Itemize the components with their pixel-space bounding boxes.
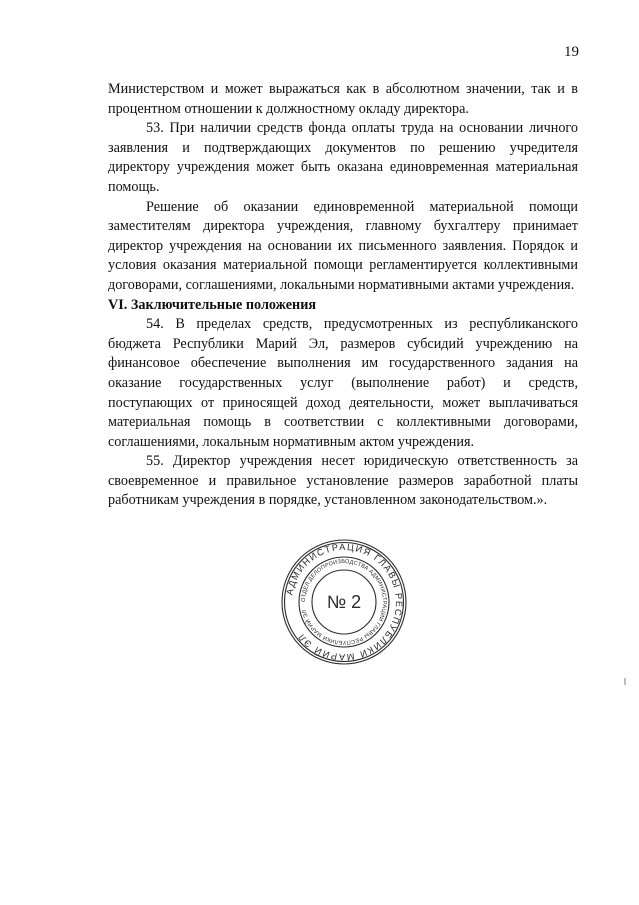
document-body (108, 80, 578, 511)
seal-inner-text: ОТДЕЛ ДЕЛОПРОИЗВОДСТВА АДМИНИСТРАЦИИ ГЛАВЫ РЕСПУБЛИКИ МАРИЙ ЭЛ (300, 558, 388, 646)
paragraph-53-decision: Решение об оказании единовременной материальной помощи заместителям директора учреждения, главному бухгалтеру принимает директор учреждения на основании их письменного заявления. Порядок и условия оказания материальной помощи регламентируется коллективными договорами, соглашениями, локальными нормативными актами учреждения. (108, 198, 578, 293)
section-heading: VI. Заключительные положения (108, 296, 317, 313)
paragraph-54: 54. В пределах средств, предусмотренных из республиканского бюджета Республики Марий Эл, размеров субсидий учреждению на финансовое обеспечение выполнения им государственного задания на оказание государственных услуг (выполнение работ) и средств, поступающих от приносящей доход деятельности, может выплачиваться материальная помощь в соответствии с коллективными договорами, соглашениями, локальным нормативным актом учреждения. (108, 316, 578, 450)
paragraph-continuation: Министерством и может выражаться как в абсолютном значении, так и в процентном отношении к должностному окладу директора. (108, 81, 578, 117)
page-number: 19 (564, 44, 579, 60)
paragraph-53: 53. При наличии средств фонда оплаты труда на основании личного заявления и подтверждающих документов по решению учредителя директору учреждения может быть оказана единовременная материальная помощь. (108, 120, 578, 195)
seal-outer-text: АДМИНИСТРАЦИЯ ГЛАВЫ РЕСПУБЛИКИ МАРИЙ ЭЛ (284, 541, 405, 663)
seal-number: № 2 (326, 592, 362, 612)
official-seal (280, 538, 408, 666)
paragraph-55: 55. Директор учреждения несет юридическую ответственность за своевременное и правильное установление размеров заработной платы работникам учреждения в порядке, установленном законодательством.». (108, 453, 578, 509)
scan-artifact (624, 678, 626, 685)
seal-graphic (280, 538, 408, 666)
